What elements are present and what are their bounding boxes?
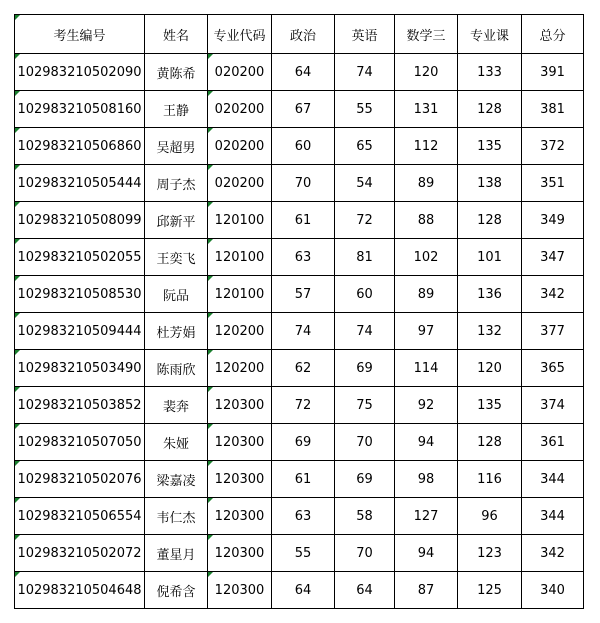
math-three-cell: 87 xyxy=(395,572,458,609)
name-cell: 王静 xyxy=(145,91,208,128)
politics-cell: 74 xyxy=(272,313,335,350)
name-cell: 倪希含 xyxy=(145,572,208,609)
name-cell: 周子杰 xyxy=(145,165,208,202)
politics-cell: 70 xyxy=(272,165,335,202)
major-code-cell: 120100 xyxy=(208,276,272,313)
exam-id-cell: 102983210502055 xyxy=(15,239,145,276)
major-code-cell: 120300 xyxy=(208,387,272,424)
major-course-cell: 116 xyxy=(458,461,522,498)
english-cell: 60 xyxy=(335,276,395,313)
major-code-cell: 120200 xyxy=(208,350,272,387)
name-cell: 王奕飞 xyxy=(145,239,208,276)
exam-id-cell: 102983210502072 xyxy=(15,535,145,572)
politics-cell: 64 xyxy=(272,572,335,609)
math-three-cell: 102 xyxy=(395,239,458,276)
total-cell: 361 xyxy=(522,424,584,461)
table-row xyxy=(15,387,584,424)
english-cell: 75 xyxy=(335,387,395,424)
table-row xyxy=(15,535,584,572)
major-course-cell: 135 xyxy=(458,387,522,424)
major-code-cell: 120200 xyxy=(208,313,272,350)
header-exam-id: 考生编号 xyxy=(15,15,145,54)
math-three-cell: 120 xyxy=(395,54,458,91)
major-course-cell: 135 xyxy=(458,128,522,165)
major-course-cell: 132 xyxy=(458,313,522,350)
name-cell: 邱新平 xyxy=(145,202,208,239)
name-cell: 朱娅 xyxy=(145,424,208,461)
header-major-course: 专业课 xyxy=(458,15,522,54)
major-code-cell: 120300 xyxy=(208,535,272,572)
total-cell: 347 xyxy=(522,239,584,276)
politics-cell: 63 xyxy=(272,239,335,276)
total-cell: 351 xyxy=(522,165,584,202)
major-code-cell: 020200 xyxy=(208,165,272,202)
english-cell: 74 xyxy=(335,313,395,350)
english-cell: 69 xyxy=(335,350,395,387)
name-cell: 梁嘉凌 xyxy=(145,461,208,498)
math-three-cell: 127 xyxy=(395,498,458,535)
major-code-cell: 120100 xyxy=(208,202,272,239)
name-cell: 吴超男 xyxy=(145,128,208,165)
major-course-cell: 138 xyxy=(458,165,522,202)
table-row xyxy=(15,461,584,498)
major-course-cell: 96 xyxy=(458,498,522,535)
politics-cell: 69 xyxy=(272,424,335,461)
exam-id-cell: 102983210502076 xyxy=(15,461,145,498)
major-code-cell: 020200 xyxy=(208,128,272,165)
major-code-cell: 120300 xyxy=(208,572,272,609)
politics-cell: 55 xyxy=(272,535,335,572)
major-course-cell: 125 xyxy=(458,572,522,609)
total-cell: 377 xyxy=(522,313,584,350)
name-cell: 黄陈希 xyxy=(145,54,208,91)
table-body xyxy=(15,54,584,609)
table-row xyxy=(15,202,584,239)
total-cell: 374 xyxy=(522,387,584,424)
table-row xyxy=(15,91,584,128)
name-cell: 董星月 xyxy=(145,535,208,572)
total-cell: 381 xyxy=(522,91,584,128)
math-three-cell: 131 xyxy=(395,91,458,128)
major-code-cell: 120100 xyxy=(208,239,272,276)
english-cell: 58 xyxy=(335,498,395,535)
table-row xyxy=(15,239,584,276)
table-row xyxy=(15,276,584,313)
exam-id-cell: 102983210506860 xyxy=(15,128,145,165)
total-cell: 342 xyxy=(522,535,584,572)
exam-id-cell: 102983210502090 xyxy=(15,54,145,91)
total-cell: 372 xyxy=(522,128,584,165)
politics-cell: 61 xyxy=(272,202,335,239)
math-three-cell: 89 xyxy=(395,276,458,313)
politics-cell: 72 xyxy=(272,387,335,424)
english-cell: 72 xyxy=(335,202,395,239)
math-three-cell: 88 xyxy=(395,202,458,239)
major-course-cell: 133 xyxy=(458,54,522,91)
math-three-cell: 98 xyxy=(395,461,458,498)
politics-cell: 64 xyxy=(272,54,335,91)
politics-cell: 60 xyxy=(272,128,335,165)
exam-id-cell: 102983210507050 xyxy=(15,424,145,461)
score-table xyxy=(14,14,584,609)
major-code-cell: 120300 xyxy=(208,461,272,498)
politics-cell: 67 xyxy=(272,91,335,128)
name-cell: 陈雨欣 xyxy=(145,350,208,387)
name-cell: 阮品 xyxy=(145,276,208,313)
politics-cell: 62 xyxy=(272,350,335,387)
major-course-cell: 128 xyxy=(458,424,522,461)
major-course-cell: 136 xyxy=(458,276,522,313)
header-name: 姓名 xyxy=(145,15,208,54)
header-total: 总分 xyxy=(522,15,584,54)
politics-cell: 57 xyxy=(272,276,335,313)
header-math-three: 数学三 xyxy=(395,15,458,54)
name-cell: 韦仁杰 xyxy=(145,498,208,535)
math-three-cell: 92 xyxy=(395,387,458,424)
math-three-cell: 114 xyxy=(395,350,458,387)
exam-id-cell: 102983210509444 xyxy=(15,313,145,350)
major-code-cell: 120300 xyxy=(208,498,272,535)
header-politics: 政治 xyxy=(272,15,335,54)
total-cell: 365 xyxy=(522,350,584,387)
exam-id-cell: 102983210508160 xyxy=(15,91,145,128)
exam-id-cell: 102983210508530 xyxy=(15,276,145,313)
table-row xyxy=(15,424,584,461)
name-cell: 杜芳娟 xyxy=(145,313,208,350)
total-cell: 340 xyxy=(522,572,584,609)
major-course-cell: 128 xyxy=(458,91,522,128)
total-cell: 349 xyxy=(522,202,584,239)
table-row xyxy=(15,350,584,387)
english-cell: 64 xyxy=(335,572,395,609)
math-three-cell: 89 xyxy=(395,165,458,202)
english-cell: 54 xyxy=(335,165,395,202)
table-row xyxy=(15,572,584,609)
english-cell: 81 xyxy=(335,239,395,276)
table-row xyxy=(15,128,584,165)
table-row xyxy=(15,498,584,535)
english-cell: 55 xyxy=(335,91,395,128)
math-three-cell: 112 xyxy=(395,128,458,165)
english-cell: 69 xyxy=(335,461,395,498)
total-cell: 344 xyxy=(522,461,584,498)
english-cell: 70 xyxy=(335,424,395,461)
header-english: 英语 xyxy=(335,15,395,54)
major-code-cell: 020200 xyxy=(208,54,272,91)
total-cell: 391 xyxy=(522,54,584,91)
major-course-cell: 101 xyxy=(458,239,522,276)
exam-id-cell: 102983210503490 xyxy=(15,350,145,387)
english-cell: 65 xyxy=(335,128,395,165)
exam-id-cell: 102983210505444 xyxy=(15,165,145,202)
math-three-cell: 94 xyxy=(395,535,458,572)
exam-id-cell: 102983210503852 xyxy=(15,387,145,424)
major-code-cell: 020200 xyxy=(208,91,272,128)
total-cell: 344 xyxy=(522,498,584,535)
exam-id-cell: 102983210508099 xyxy=(15,202,145,239)
math-three-cell: 94 xyxy=(395,424,458,461)
exam-id-cell: 102983210506554 xyxy=(15,498,145,535)
major-course-cell: 128 xyxy=(458,202,522,239)
major-course-cell: 120 xyxy=(458,350,522,387)
table-row xyxy=(15,54,584,91)
header-major-code: 专业代码 xyxy=(208,15,272,54)
exam-id-cell: 102983210504648 xyxy=(15,572,145,609)
english-cell: 70 xyxy=(335,535,395,572)
name-cell: 裴奔 xyxy=(145,387,208,424)
politics-cell: 61 xyxy=(272,461,335,498)
major-course-cell: 123 xyxy=(458,535,522,572)
politics-cell: 63 xyxy=(272,498,335,535)
major-code-cell: 120300 xyxy=(208,424,272,461)
table-row xyxy=(15,165,584,202)
table-row xyxy=(15,313,584,350)
header-row xyxy=(15,15,584,54)
english-cell: 74 xyxy=(335,54,395,91)
math-three-cell: 97 xyxy=(395,313,458,350)
total-cell: 342 xyxy=(522,276,584,313)
